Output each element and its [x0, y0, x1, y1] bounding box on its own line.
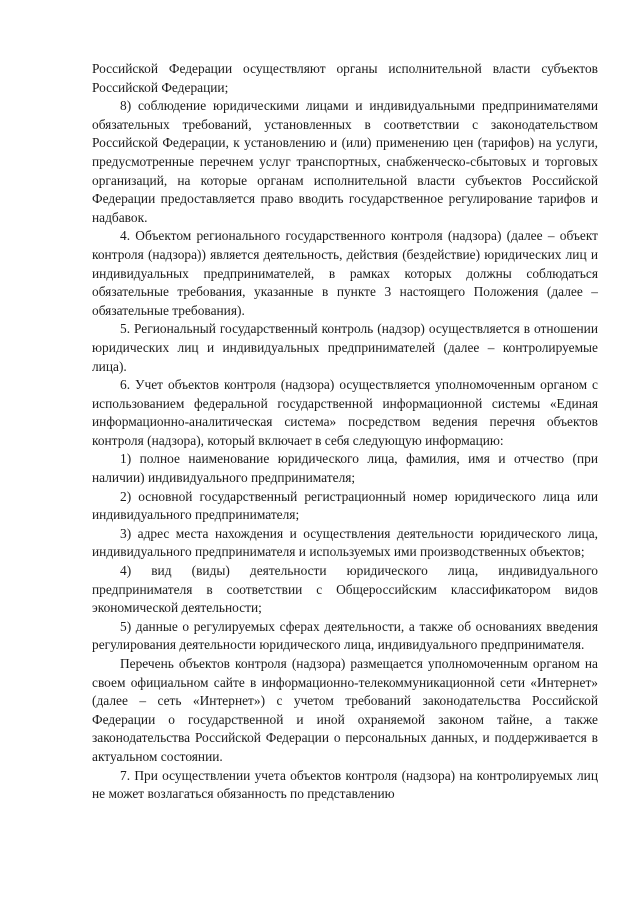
paragraph: 6. Учет объектов контроля (надзора) осуществляется уполномоченным органом с использованием федеральной государственной информационной системы «Единая информационно-аналитическая система» посредством ведения перечня объектов контроля (надзора), который включает в себя следующую информацию:	[92, 377, 598, 448]
paragraph: 7. При осуществлении учета объектов контроля (надзора) на контролируемых лиц не может возлагаться обязанность по представлению	[92, 767, 598, 802]
paragraph: 2) основной государственный регистрационный номер юридического лица или индивидуального предпринимателя;	[92, 488, 598, 523]
document-body	[92, 60, 598, 804]
paragraph: 4. Объектом регионального государственного контроля (надзора) (далее – объект контроля (надзора)) является деятельность, действия (бездействие) юридических лиц и индивидуальных предпринимателей, в рамках которых должны соблюдаться обязательные требования, указанные в пункте 3 настоящего Положения (далее – обязательные требования).	[92, 228, 598, 318]
paragraph: 3) адрес места нахождения и осуществления деятельности юридического лица, индивидуального предпринимателя и используемых ими производственных объектов;	[92, 525, 598, 560]
paragraph: 8) соблюдение юридическими лицами и индивидуальными предпринимателями обязательных требований, установленных в соответствии с законодательством Российской Федерации, к установлению и (или) применению цен (тарифов) на услуги, предусмотренные перечнем услуг транспортных, снабженческо-сбытовых и торговых организаций, на которые органам исполнительной власти субъектов Российской Федерации предоставляется право вводить государственное регулирование тарифов и надбавок.	[92, 98, 598, 225]
paragraph: 5) данные о регулируемых сферах деятельности, а также об основаниях введения регулирования деятельности юридического лица, индивидуального предпринимателя.	[92, 618, 598, 653]
paragraph: Перечень объектов контроля (надзора) размещается уполномоченным органом на своем официальном сайте в информационно-телекоммуникационной сети «Интернет» (далее – сеть «Интернет») с учетом требований законодательства Российской Федерации о государственной и иной охраняемой законом тайне, а также законодательства Российской Федерации о персональных данных, и поддерживается в актуальном состоянии.	[92, 656, 598, 764]
paragraph: 1) полное наименование юридического лица, фамилия, имя и отчество (при наличии) индивидуального предпринимателя;	[92, 451, 598, 486]
paragraph: 5. Региональный государственный контроль (надзор) осуществляется в отношении юридических лиц и индивидуальных предпринимателей (далее – контролируемые лица).	[92, 321, 598, 374]
paragraph: 4) вид (виды) деятельности юридического лица, индивидуального предпринимателя в соответствии с Общероссийским классификатором видов экономической деятельности;	[92, 563, 598, 616]
paragraph: Российской Федерации осуществляют органы исполнительной власти субъектов Российской Федерации;	[92, 61, 598, 95]
